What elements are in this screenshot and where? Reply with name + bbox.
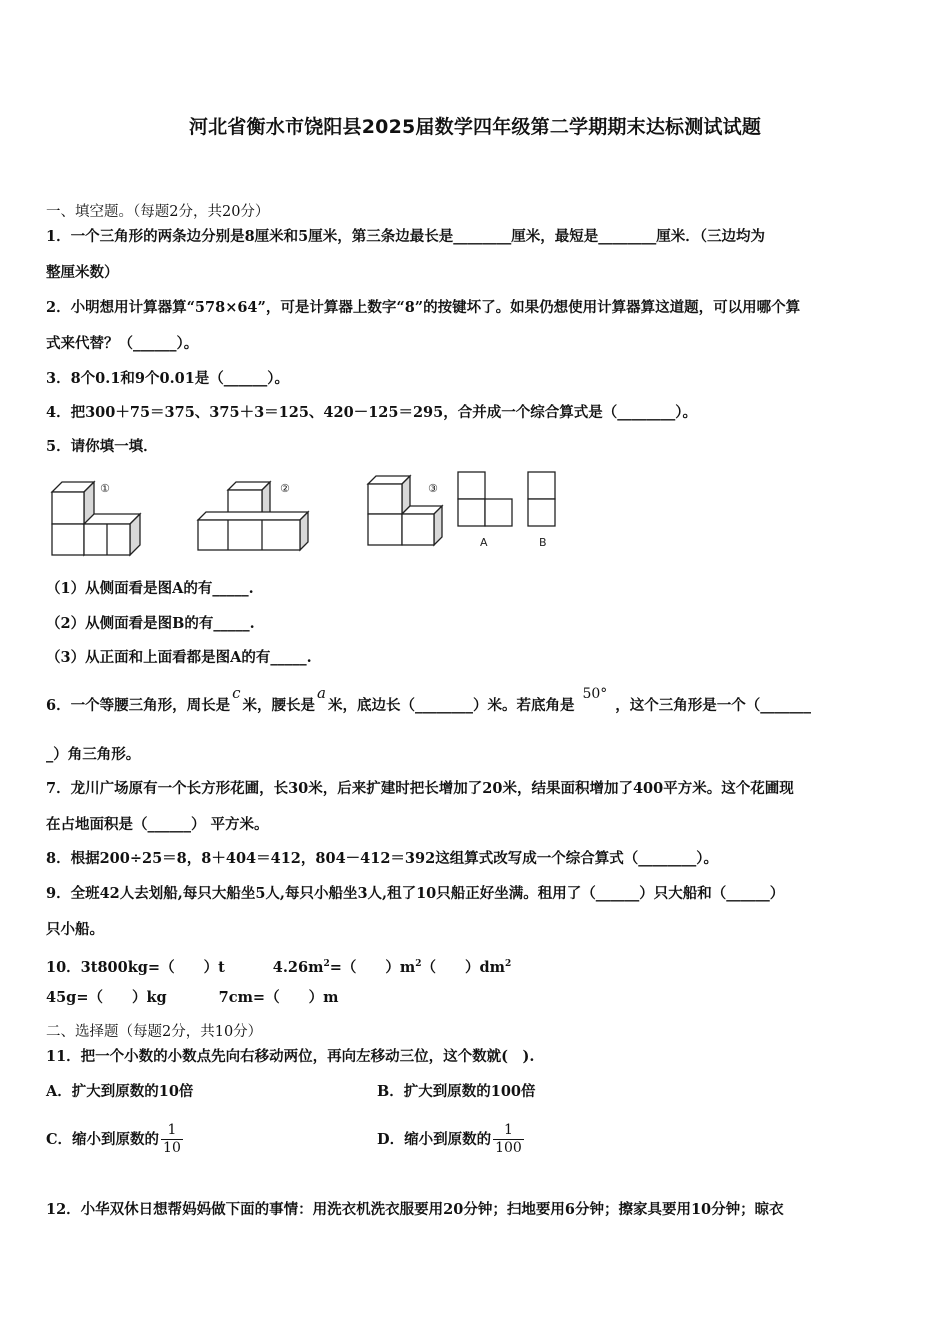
- figure-3-label: ③: [428, 482, 438, 495]
- section-1-heading: 一、填空题。（每题2分，共20分）: [46, 204, 270, 220]
- q11-option-d-fraction: [493, 1122, 524, 1157]
- question-2: 2．小明想用计算器算“578×64”，可是计算器上数字“8”的按键坏了。如果仍想使用计算器算这道题，可以用哪个算: [46, 299, 801, 316]
- question-10-cont: [46, 988, 908, 1008]
- question-5-1: （1）从侧面看是图A的有_____.: [46, 580, 254, 597]
- q10-sup-2: 2: [415, 959, 422, 969]
- cube-figures: [48, 470, 588, 564]
- q10-part-5: 45g=（ ）kg: [46, 989, 167, 1006]
- q10-part-3: =（ ）m: [329, 958, 416, 976]
- q6-part-2: 米，腰长是: [242, 697, 315, 714]
- question-9: 9．全班42人去划船,每只大船坐5人,每只小船坐3人,租了10只船正好坐满。租用了（______）只大船和（______）: [46, 885, 785, 902]
- question-6: [46, 684, 908, 716]
- q11-c-numerator: 1: [161, 1122, 183, 1140]
- q6-part-1: 6．一个等腰三角形，周长是: [46, 697, 231, 714]
- question-11: 11．把一个小数的小数点先向右移动两位，再向左移动三位，这个数就( ).: [46, 1048, 535, 1065]
- view-b: [528, 472, 555, 526]
- q11-c-denominator: 10: [163, 1140, 181, 1156]
- q10-part-4: （ ）dm: [421, 958, 505, 976]
- question-8: 8．根据200÷25＝8，8＋404＝412，804－412＝392这组算式改写成一个综合算式（________）。: [46, 850, 718, 867]
- view-a: [458, 472, 512, 526]
- cube-stack-1: [52, 482, 140, 555]
- q6-var-a: a: [317, 684, 326, 702]
- question-12: 12．小华双休日想帮妈妈做下面的事情：用洗衣机洗衣服要用20分钟；扫地要用6分钟；擦家具要用10分钟；晾衣: [46, 1201, 784, 1218]
- question-5: 5．请你填一填．: [46, 438, 158, 455]
- question-1: 1．一个三角形的两条边分别是8厘米和5厘米，第三条边最长是________厘米，最短是________厘米．（三边均为: [46, 228, 766, 245]
- q10-sup-1: 2: [323, 959, 330, 969]
- q11-option-b: B．扩大到原数的100倍: [377, 1083, 536, 1100]
- question-7: 7．龙川广场原有一个长方形花圃，长30米，后来扩建时把长增加了20米，结果面积增加了400平方米。这个花圃现: [46, 780, 794, 797]
- question-7-cont: 在占地面积是（______） 平方米。: [46, 816, 269, 833]
- view-a-label: A: [480, 536, 488, 549]
- q6-angle: 50°: [582, 686, 608, 702]
- question-1-cont: 整厘米数）: [46, 264, 119, 281]
- q10-part-2: 4.26m: [272, 958, 324, 976]
- question-5-3: （3）从正面和上面看都是图A的有_____.: [46, 649, 312, 666]
- q10-part-1: 10．3t800kg=（ ）t: [46, 958, 225, 976]
- cube-figures-drawing: [48, 470, 588, 560]
- q6-var-c: c: [232, 684, 241, 702]
- section-2-heading: 二、选择题（每题2分，共10分）: [46, 1024, 263, 1040]
- question-3: 3．8个0.1和9个0.01是（______）。: [46, 370, 290, 387]
- view-b-label: B: [539, 536, 547, 549]
- q6-part-3: 米，底边长（________）米。若底角是: [327, 697, 575, 714]
- q11-option-c: [46, 1122, 346, 1157]
- q6-part-4: ，这个三角形是一个（_______: [615, 697, 812, 714]
- question-6-cont: _）角三角形。: [46, 746, 141, 763]
- question-2-cont: 式来代替？（______）。: [46, 335, 199, 352]
- figure-2-label: ②: [280, 482, 290, 495]
- q11-d-numerator: 1: [493, 1122, 524, 1140]
- question-10: [46, 954, 908, 978]
- q10-part-6: 7cm=（ ）m: [218, 989, 339, 1006]
- figure-1-label: ①: [100, 482, 110, 495]
- q11-option-c-text: C．缩小到原数的: [46, 1131, 160, 1148]
- q10-sup-3: 2: [504, 959, 512, 969]
- question-9-cont: 只小船。: [46, 921, 104, 938]
- question-4: 4．把300＋75＝375、375＋3＝125、420－125＝295，合并成一个综合算式是（________）。: [46, 404, 697, 421]
- q11-d-denominator: 100: [495, 1140, 522, 1156]
- page-title: 河北省衡水市饶阳县2025届数学四年级第二学期期末达标测试试题: [188, 116, 762, 138]
- cube-stack-2: [198, 482, 308, 550]
- q11-option-d: [377, 1122, 677, 1157]
- q11-option-a: A．扩大到原数的10倍: [46, 1083, 194, 1100]
- question-5-2: （2）从侧面看是图B的有_____.: [46, 615, 255, 632]
- q11-option-c-fraction: [161, 1122, 183, 1157]
- q11-option-d-text: D．缩小到原数的: [377, 1131, 492, 1148]
